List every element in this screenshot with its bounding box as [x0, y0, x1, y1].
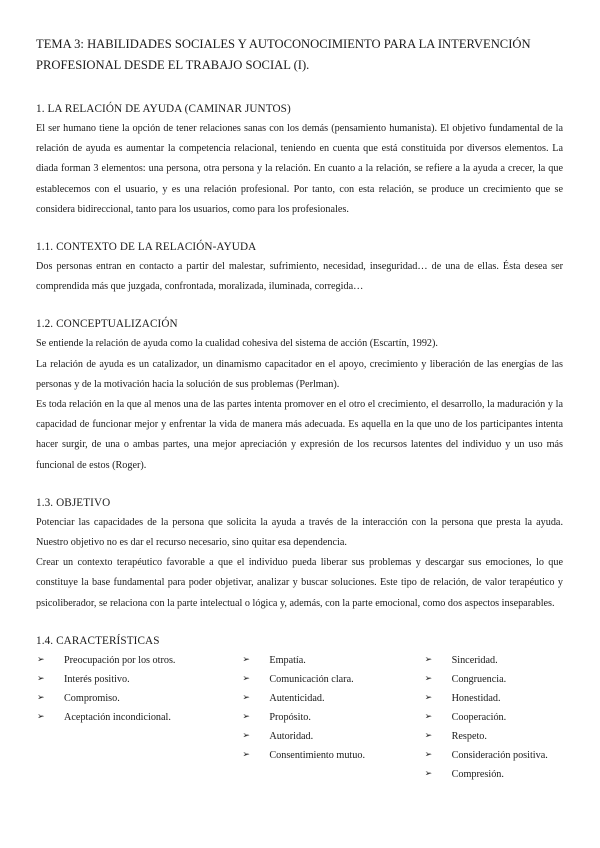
characteristic-label: Consentimiento mutuo. — [269, 749, 365, 761]
characteristic-item — [36, 708, 190, 727]
section-objetivo — [36, 494, 563, 614]
arrow-bullet-icon: ➢ — [424, 692, 433, 703]
characteristic-item — [241, 670, 423, 689]
characteristic-label: Autoridad. — [269, 730, 314, 742]
arrow-bullet-icon: ➢ — [37, 711, 45, 722]
arrow-bullet-icon: ➢ — [37, 692, 45, 703]
characteristic-item — [241, 708, 423, 727]
section-paragraph: Es toda relación en la que al menos una de las partes intenta promover en el otro el crecimiento, el desarrollo, la maduración y la capacidad de funcionar mejor y enfrentar la vida de manera más adecuada. Es aquella en la que uno de los participantes intenta hacer surgir, de una o ambas partes, una mejor apreciación y expresión de los recursos latentes del individuo y un uso más funcional de estos (Roger). — [36, 399, 563, 471]
characteristic-item — [424, 689, 563, 708]
characteristic-item — [36, 670, 190, 689]
document-page — [36, 34, 563, 802]
arrow-bullet-icon: ➢ — [37, 673, 45, 684]
characteristic-item — [424, 651, 563, 670]
characteristic-item — [36, 651, 190, 670]
characteristic-item — [424, 727, 563, 746]
characteristic-label: Congruencia. — [451, 673, 507, 685]
characteristics-column-2 — [241, 651, 423, 784]
characteristic-label: Respeto. — [451, 730, 487, 742]
characteristic-item — [241, 727, 423, 746]
title-line-2: PROFESIONAL DESDE EL TRABAJO SOCIAL (I). — [36, 58, 310, 72]
characteristic-label: Preocupación por los otros. — [64, 654, 176, 666]
characteristic-label: Sinceridad. — [451, 654, 498, 666]
arrow-bullet-icon: ➢ — [242, 730, 250, 741]
characteristic-item — [36, 689, 190, 708]
characteristics-column-3 — [424, 651, 563, 784]
section-paragraph: Se entiende la relación de ayuda como la cualidad cohesiva del sistema de acción (Escartín, 1992). — [36, 338, 438, 350]
characteristic-item — [424, 670, 563, 689]
section-paragraph: Dos personas entran en contacto a partir del malestar, sufrimiento, necesidad, inseguridad… de una de ellas. Ésta desea ser comprendida más que juzgada, confrontada, moralizada, iluminada, corregida… — [36, 261, 563, 293]
section-heading: 1.3. OBJETIVO — [36, 496, 111, 509]
section-heading: 1.2. CONCEPTUALIZACIÓN — [36, 318, 178, 331]
section-paragraph: Potenciar las capacidades de la persona que solicita la ayuda a través de la interacción con la persona que presta la ayuda. Nuestro objetivo no es dar el recurso necesario, sino quitar esa dependencia. — [36, 516, 563, 549]
arrow-bullet-icon: ➢ — [424, 711, 433, 722]
arrow-bullet-icon: ➢ — [242, 692, 250, 703]
arrow-bullet-icon: ➢ — [424, 730, 433, 741]
section-paragraph: La relación de ayuda es un catalizador, un dinamismo capacitador en el apoyo, crecimiento y liberación de las energías de las personas y de la motivación hacia la solución de sus problemas (Perlman). — [36, 358, 563, 390]
section-heading: 1.1. CONTEXTO DE LA RELACIÓN-AYUDA — [36, 241, 257, 254]
arrow-bullet-icon: ➢ — [424, 768, 433, 779]
arrow-bullet-icon: ➢ — [242, 711, 250, 722]
characteristic-label: Compresión. — [451, 768, 504, 780]
characteristic-item — [241, 651, 423, 670]
characteristics-list — [36, 651, 563, 784]
characteristic-label: Empatía. — [269, 654, 306, 666]
characteristic-item — [424, 765, 563, 784]
characteristic-label: Consideración positiva. — [451, 749, 548, 761]
section-heading: 1. LA RELACIÓN DE AYUDA (CAMINAR JUNTOS) — [36, 103, 291, 115]
characteristic-item — [424, 708, 563, 727]
document-title — [36, 34, 563, 76]
characteristic-label: Comunicación clara. — [269, 673, 354, 685]
characteristic-item — [241, 746, 423, 765]
characteristic-item — [241, 689, 423, 708]
arrow-bullet-icon: ➢ — [242, 654, 250, 665]
arrow-bullet-icon: ➢ — [37, 654, 45, 665]
characteristic-label: Autenticidad. — [269, 692, 325, 704]
section-relacion-ayuda — [36, 100, 563, 220]
characteristic-label: Cooperación. — [451, 711, 507, 723]
characteristic-label: Propósito. — [269, 711, 311, 723]
section-paragraph: Crear un contexto terapéutico favorable a que el individuo pueda liberar sus problemas y descargar sus emociones, lo que constituye la base fundamental para poder objetivar, analizar y buscar soluciones. Este tipo de relación, de valor terapéutico y psicoliberador, se relaciona con la parte intelectual o lógica y, además, con la parte emocional, como dos aspectos inseparables. — [36, 557, 563, 609]
arrow-bullet-icon: ➢ — [242, 673, 250, 684]
section-heading: 1.4. CARACTERÍSTICAS — [36, 634, 160, 647]
characteristic-label: Honestidad. — [451, 692, 501, 704]
characteristic-label: Aceptación incondicional. — [64, 711, 171, 723]
section-caracteristicas — [36, 632, 563, 784]
characteristics-column-1 — [36, 651, 190, 784]
arrow-bullet-icon: ➢ — [424, 654, 433, 665]
arrow-bullet-icon: ➢ — [242, 749, 250, 760]
section-paragraph: El ser humano tiene la opción de tener relaciones sanas con los demás (pensamiento humanista). El objetivo fundamental de la relación de ayuda es aumentar la competencia relacional, teniendo en cuenta que está constituida por diversos elementos. La diada forman 3 elementos: una persona, otra persona y la relación. En cuanto a la relación, se refiere a la ayuda a crecer, la que establecemos con el usuario, y es una relación profesional. Por tanto, con esta relación, se produce un crecimiento que se considera bidireccional, tanto para los usuarios, como para los profesionales. — [36, 123, 563, 215]
section-conceptualizacion — [36, 315, 563, 475]
arrow-bullet-icon: ➢ — [424, 749, 433, 760]
title-line-1: TEMA 3: HABILIDADES SOCIALES Y AUTOCONOCIMIENTO PARA LA INTERVENCIÓN — [36, 37, 531, 51]
section-contexto — [36, 238, 563, 297]
characteristic-label: Interés positivo. — [64, 673, 130, 685]
characteristic-item — [424, 746, 563, 765]
arrow-bullet-icon: ➢ — [424, 673, 433, 684]
characteristic-label: Compromiso. — [64, 692, 120, 704]
